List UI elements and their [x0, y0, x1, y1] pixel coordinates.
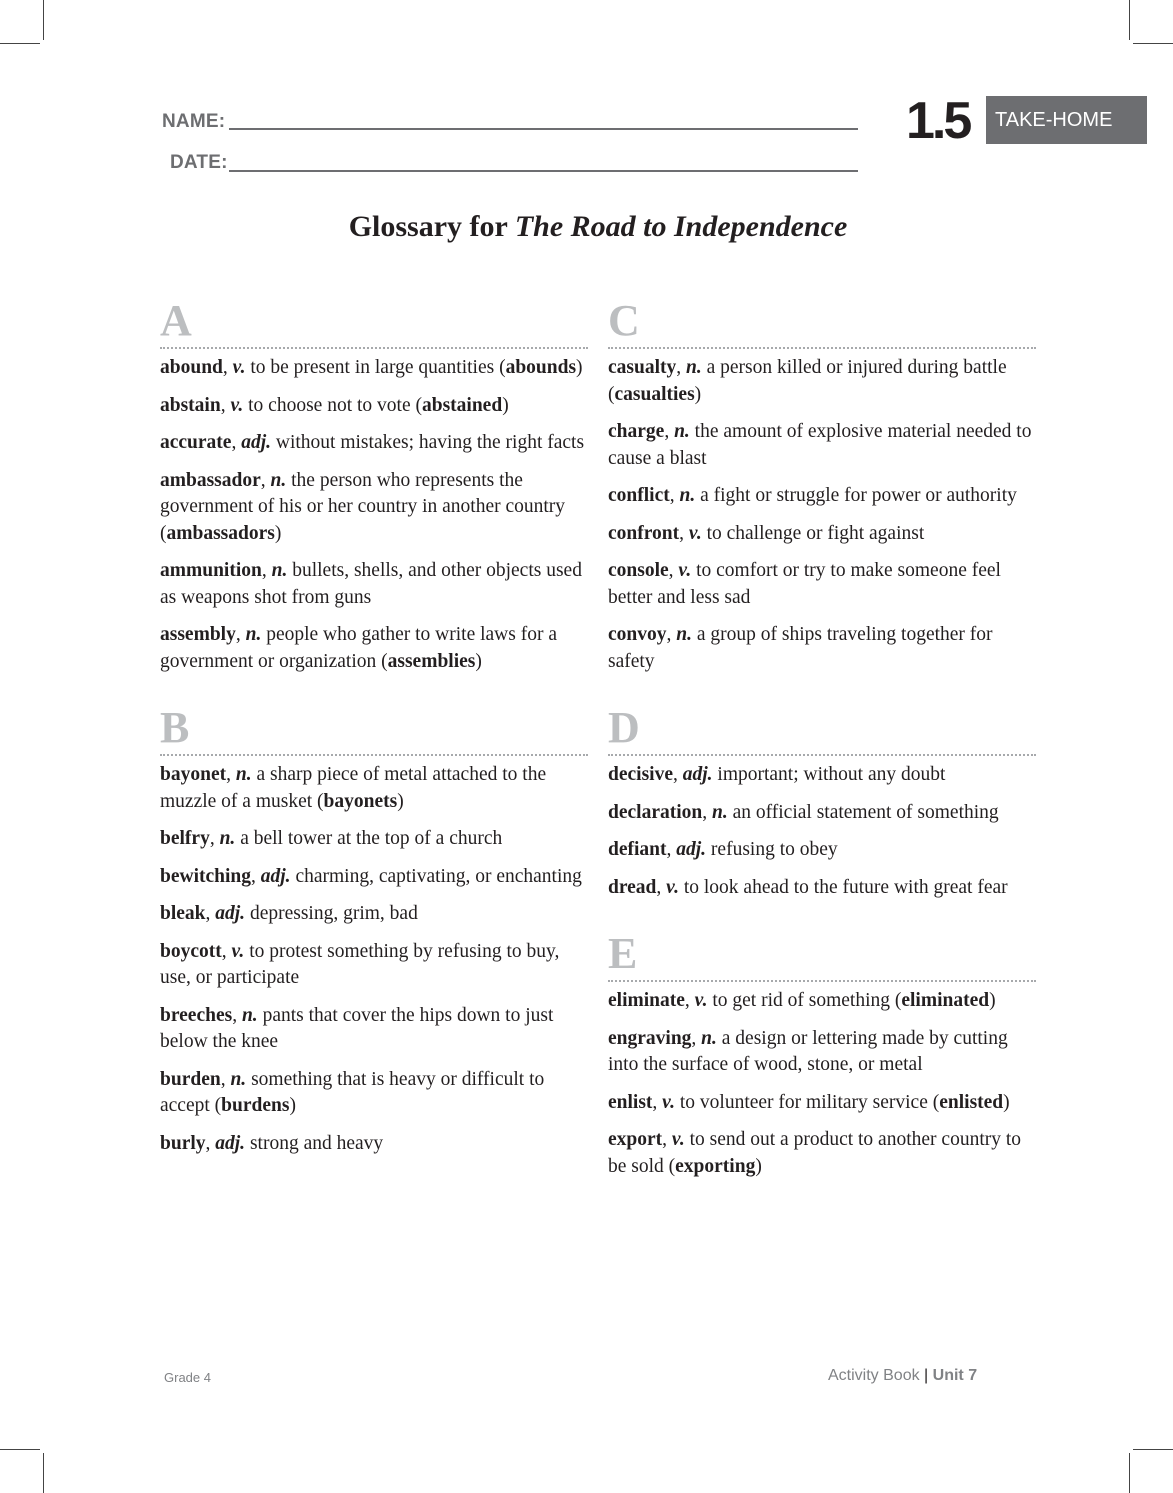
section-letter: D [608, 703, 640, 752]
footer-grade: Grade 4 [164, 1370, 211, 1385]
entry-comma: , [220, 1068, 231, 1090]
name-line[interactable] [229, 128, 858, 130]
section-letter: B [160, 703, 190, 752]
entry-end: ) [289, 1095, 296, 1116]
entry-definition: to comfort or try to make someone feel better and less sad [608, 560, 1001, 608]
entry-definition: the person who represents the government of his or her country in another country ( [160, 469, 566, 544]
glossary-entry [160, 1067, 588, 1120]
glossary-entry [160, 622, 588, 675]
glossary-column-left [160, 296, 588, 1168]
entry-part-of-speech: v. [671, 1129, 685, 1150]
crop-mark [1129, 1453, 1130, 1493]
entry-word: belfry [160, 828, 210, 849]
entry-definition: pants that cover the hips down to just below the knee [160, 1004, 554, 1052]
entry-definition: charming, captivating, or enchanting [295, 865, 582, 887]
entry-word: boycott [160, 940, 222, 962]
entry-definition: to get rid of something ( [712, 990, 902, 1011]
entry-comma: , [691, 1027, 702, 1049]
glossary-entry [608, 762, 1036, 789]
entry-definition: a person killed or injured during battle ( [608, 357, 1007, 405]
section-letter: A [160, 296, 192, 345]
entry-comma: , [666, 839, 677, 860]
entry-part-of-speech: v. [232, 357, 246, 378]
entry-word: defiant [608, 839, 667, 860]
dotted-divider [160, 347, 588, 349]
entry-part-of-speech: v. [678, 560, 692, 581]
take-home-tag: TAKE-HOME [986, 96, 1147, 144]
entry-definition: people who gather to write laws for a government or organization ( [160, 624, 557, 672]
glossary-entry [608, 837, 1036, 864]
entry-part-of-speech: v. [694, 990, 708, 1011]
glossary-entry [608, 521, 1036, 548]
entry-comma: , [672, 764, 683, 785]
entry-part-of-speech: n. [686, 357, 702, 378]
entry-word: enlist [608, 1091, 653, 1113]
glossary-entry [160, 864, 588, 891]
entry-comma: , [235, 624, 246, 645]
entry-word: confront [608, 522, 680, 544]
entry-definition: bullets, shells, and other objects used as weapons shot from guns [160, 560, 582, 608]
entry-part-of-speech: n. [676, 624, 692, 645]
entry-definition: important; without any doubt [717, 764, 946, 785]
glossary-entry [160, 1131, 588, 1158]
entry-word: burden [160, 1068, 221, 1090]
entry-word: declaration [608, 801, 703, 823]
entry-word: bayonet [160, 764, 227, 785]
entry-comma: , [231, 432, 242, 453]
glossary-entry [608, 483, 1036, 510]
entry-word: accurate [160, 432, 232, 453]
entry-part-of-speech: adj. [682, 764, 713, 785]
title-prefix: Glossary for [348, 210, 515, 243]
glossary-entry [160, 558, 588, 611]
entry-part-of-speech: n. [674, 421, 690, 442]
crop-mark [43, 1453, 44, 1493]
glossary-entry [160, 355, 588, 382]
glossary-entry [160, 762, 588, 815]
entry-end: ) [397, 790, 404, 812]
entry-part-of-speech: adj. [215, 1132, 246, 1154]
section-d [608, 703, 1036, 901]
entry-word: conflict [608, 485, 670, 506]
entry-form: enlisted [939, 1091, 1004, 1113]
entry-part-of-speech: v. [662, 1091, 675, 1113]
entry-part-of-speech: n. [271, 560, 288, 581]
entry-part-of-speech: n. [230, 1068, 247, 1090]
glossary-entry [608, 800, 1036, 827]
entry-definition: to send out a product to another country to be sold ( [608, 1129, 1022, 1177]
glossary-entry [608, 622, 1036, 675]
entry-end: ) [755, 1155, 762, 1177]
entry-comma: , [664, 421, 675, 442]
glossary-entry [160, 393, 588, 420]
entry-form: abstained [421, 394, 503, 416]
entry-comma: , [221, 940, 232, 962]
entry-word: charge [608, 421, 665, 442]
entry-end: ) [694, 383, 702, 405]
entry-end: ) [576, 357, 583, 378]
date-line[interactable] [229, 170, 858, 172]
entry-comma: , [676, 357, 686, 378]
entry-part-of-speech: adj. [215, 903, 246, 924]
entry-word: bewitching [160, 865, 252, 887]
glossary-entry [608, 875, 1036, 902]
entry-comma: , [232, 1004, 242, 1026]
glossary-entry [160, 939, 588, 992]
entry-definition: a sharp piece of metal attached to the muzzle of a musket ( [160, 764, 547, 812]
entry-definition: to challenge or fight against [706, 522, 925, 544]
entry-part-of-speech: adj. [241, 432, 272, 453]
entry-comma: , [226, 764, 236, 785]
entry-comma: , [666, 624, 677, 645]
dotted-divider [160, 754, 588, 756]
entry-word: engraving [608, 1027, 692, 1049]
entry-comma: , [679, 522, 689, 544]
entry-word: assembly [160, 624, 236, 645]
entry-form: assemblies [387, 650, 476, 672]
entry-part-of-speech: n. [241, 1004, 258, 1026]
section-c [608, 296, 1036, 675]
glossary-column-right [608, 296, 1036, 1191]
entry-comma: , [668, 560, 679, 581]
entry-word: export [608, 1129, 663, 1150]
entry-part-of-speech: n. [679, 485, 696, 506]
footer-separator: | [924, 1367, 929, 1384]
entry-comma: , [222, 357, 233, 378]
entry-form: exporting [675, 1155, 756, 1177]
entry-word: eliminate [608, 990, 685, 1011]
glossary-entry [160, 826, 588, 853]
dotted-divider [608, 754, 1036, 756]
entry-word: ammunition [160, 560, 262, 581]
entry-form: casualties [614, 383, 695, 405]
entry-part-of-speech: v. [230, 394, 244, 416]
entry-definition: a fight or struggle for power or authority [700, 485, 1017, 506]
entry-part-of-speech: v. [688, 522, 702, 544]
entry-part-of-speech: adj. [260, 865, 291, 887]
entry-comma: , [205, 1132, 216, 1154]
crop-mark [1133, 1449, 1173, 1450]
entry-definition: to look ahead to the future with great fear [683, 876, 1008, 898]
glossary-entry [608, 419, 1036, 472]
entry-end: ) [1003, 1091, 1010, 1113]
entry-form: bayonets [323, 790, 398, 812]
entry-end: ) [274, 522, 282, 544]
entry-end: ) [502, 394, 509, 416]
entry-form: abounds [505, 357, 577, 378]
entry-part-of-speech: n. [270, 469, 287, 491]
glossary-entry [160, 468, 588, 548]
section-a [160, 296, 588, 675]
entry-definition: a design or lettering made by cutting into the surface of wood, stone, or metal [608, 1027, 1008, 1075]
entry-comma: , [652, 1091, 663, 1113]
entry-definition: strong and heavy [249, 1132, 384, 1154]
crop-mark [1133, 43, 1173, 44]
section-letter: C [608, 296, 640, 345]
dotted-divider [608, 347, 1036, 349]
entry-part-of-speech: n. [219, 828, 236, 849]
crop-mark [1129, 0, 1130, 40]
entry-form: ambassadors [166, 522, 275, 544]
crop-mark [0, 1449, 40, 1450]
glossary-entry [160, 1003, 588, 1056]
entry-word: ambassador [160, 469, 261, 491]
section-e [608, 929, 1036, 1180]
entry-part-of-speech: adj. [676, 839, 707, 860]
entry-definition: refusing to obey [710, 839, 838, 860]
entry-word: casualty [608, 357, 677, 378]
entry-word: abound [160, 357, 223, 378]
entry-word: decisive [608, 764, 673, 785]
title-book: The Road to Independence [514, 210, 848, 243]
entry-definition: to volunteer for military service ( [679, 1091, 940, 1113]
entry-word: console [608, 560, 669, 581]
entry-word: breeches [160, 1004, 233, 1026]
footer-book: Activity Book [828, 1367, 920, 1384]
entry-definition: to be present in large quantities ( [250, 357, 506, 378]
entry-comma: , [684, 990, 695, 1011]
entry-part-of-speech: n. [711, 801, 728, 823]
page-title [0, 210, 1173, 244]
entry-word: burly [160, 1132, 206, 1154]
entry-part-of-speech: n. [235, 764, 252, 785]
entry-end: ) [989, 990, 996, 1011]
entry-part-of-speech: n. [245, 624, 262, 645]
entry-word: dread [608, 876, 657, 898]
glossary-entry [608, 988, 1036, 1015]
section-letter: E [608, 929, 638, 978]
entry-definition: an official statement of something [732, 801, 999, 823]
entry-definition: a group of ships traveling together for safety [608, 624, 993, 672]
entry-definition: something that is heavy or difficult to accept ( [160, 1068, 545, 1116]
entry-word: convoy [608, 624, 667, 645]
entry-definition: to protest something by refusing to buy, use, or participate [160, 940, 560, 988]
entry-definition: a bell tower at the top of a church [240, 828, 503, 849]
glossary-entry [160, 901, 588, 928]
crop-mark [43, 0, 44, 40]
date-label: DATE: [170, 152, 228, 173]
glossary-entry [608, 355, 1036, 408]
entry-word: bleak [160, 903, 206, 924]
glossary-entry [608, 1127, 1036, 1180]
glossary-entry [608, 558, 1036, 611]
footer-book-unit [828, 1367, 977, 1385]
entry-comma: , [205, 903, 216, 924]
glossary-entry [160, 430, 588, 457]
entry-comma: , [662, 1129, 672, 1150]
entry-part-of-speech: v. [231, 940, 245, 962]
entry-comma: , [209, 828, 220, 849]
entry-form: burdens [221, 1095, 290, 1116]
entry-definition: without mistakes; having the right facts [275, 432, 585, 453]
section-b [160, 703, 588, 1157]
footer-unit: Unit 7 [932, 1367, 978, 1384]
lesson-number: 1.5 [906, 92, 970, 150]
dotted-divider [608, 980, 1036, 982]
glossary-entry [608, 1026, 1036, 1079]
entry-definition: the amount of explosive material needed to cause a blast [608, 421, 1032, 469]
entry-comma: , [220, 394, 231, 416]
entry-definition: to choose not to vote ( [248, 394, 422, 416]
entry-form: eliminated [901, 990, 990, 1011]
name-label: NAME: [162, 111, 226, 132]
entry-comma: , [260, 469, 271, 491]
entry-part-of-speech: n. [701, 1027, 717, 1049]
entry-end: ) [475, 650, 482, 672]
entry-comma: , [251, 865, 261, 887]
crop-mark [0, 43, 40, 44]
entry-comma: , [656, 876, 667, 898]
glossary-entry [608, 1090, 1036, 1117]
entry-comma: , [669, 485, 680, 506]
entry-comma: , [261, 560, 272, 581]
entry-word: abstain [160, 394, 221, 416]
entry-part-of-speech: v. [666, 876, 679, 898]
entry-comma: , [702, 801, 712, 823]
entry-definition: depressing, grim, bad [249, 903, 418, 924]
